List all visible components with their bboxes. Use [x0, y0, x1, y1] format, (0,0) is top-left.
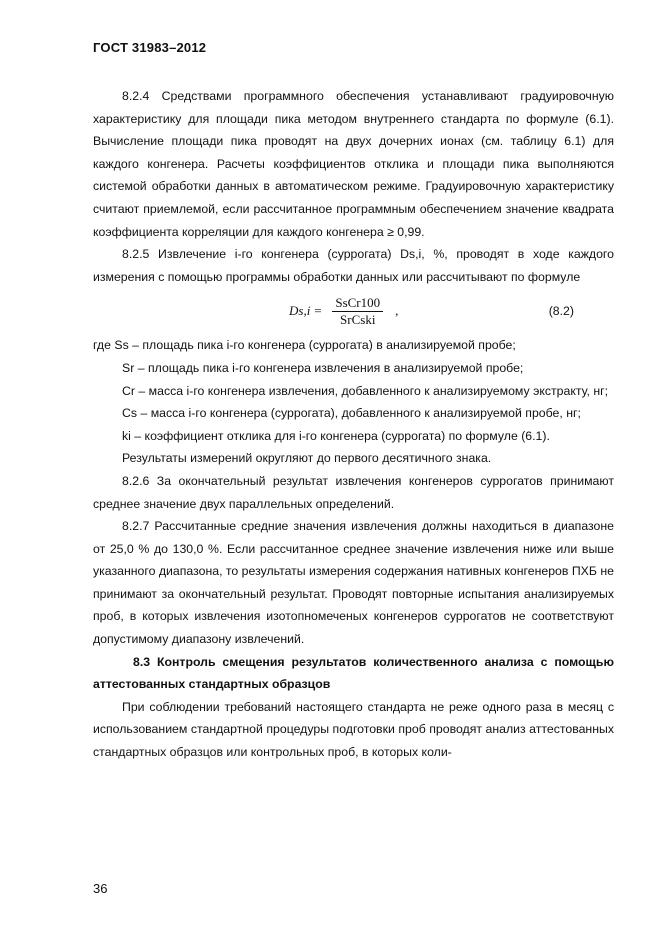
where-line: Cr – масса i-го конгенера извлечения, добавленного к анализируемому экстракту, нг; [122, 383, 609, 398]
formula-comma: , [395, 303, 399, 319]
paragraph-8-2-5: 8.2.5 Извлечение i-го конгенера (суррогата) Ds,i, %, проводят в ходе каждого измерения с помощью программы обработки данных или рассчитывают по формуле [93, 247, 614, 284]
formula-8-2 [93, 288, 614, 334]
paragraph-8-3-intro: При соблюдении требований настоящего стандарта не реже одного раза в месяц с использованием стандартной процедуры подготовки проб проводят анализ аттестованных стандартных образцов или контрольных проб, в которых коли- [93, 699, 614, 760]
paragraph-rounding: Результаты измерений округляют до первого десятичного знака. [122, 451, 492, 466]
formula-fraction [332, 295, 383, 328]
paragraph-8-2-6: 8.2.6 За окончательный результат извлечения конгенеров суррогатов принимают среднее значение двух параллельных определений. [93, 473, 614, 511]
section-heading-8-3: 8.3 Контроль смещения результатов количественного анализа с помощью аттестованных стандартных образцов [93, 654, 614, 692]
document-header: ГОСТ 31983–2012 [93, 40, 207, 55]
formula-lhs: Ds,i = [289, 303, 323, 319]
formula-expression [289, 288, 398, 334]
formula-denominator: SrCski [340, 311, 376, 327]
where-line: где Ss – площадь пика i-го конгенера (суррогата) в анализируемой пробе; [93, 338, 516, 353]
where-line: Sr – площадь пика i-го конгенера извлечения в анализируемой пробе; [122, 360, 524, 375]
where-line: ki – коэффициент отклика для i-го конгенера (суррогата) по формуле (6.1). [122, 428, 550, 443]
paragraph-8-2-4: 8.2.4 Средствами программного обеспечения устанавливают градуировочную характеристику для площади пика методом внутреннего стандарта по формуле (6.1). Вычисление площади пика проводят на двух дочерних ионах (см. таблицу 6.1) для каждого конгенера. Расчеты коэффициентов отклика и площади пика выполняются системой обработки данных в автоматическом режиме. Градуировочную характеристику считают приемлемой, если рассчитанное программным обеспечением значение квадрата коэффициента корреляции для каждого конгенера ≥ 0,99. [93, 89, 614, 239]
formula-number: (8.2) [548, 304, 574, 319]
document-body [93, 85, 614, 764]
page-number: 36 [93, 881, 108, 896]
paragraph-8-2-7: 8.2.7 Рассчитанные средние значения извлечения должны находиться в диапазоне от 25,0 % до 130,0 %. Если рассчитанное среднее значение извлечения ниже или выше указанного диапазона, то результаты измерения содержания нативных конгенеров ПХБ не принимают за окончательный результат. Проводят повторные испытания анализируемых проб, в которых извлечения изотопномеченых конгенеров суррогатов не соответствуют допустимому диапазону извлечений. [93, 519, 614, 647]
formula-numerator: SsCr100 [332, 295, 383, 312]
where-line: Cs – масса i-го конгенера (суррогата), добавленного к анализируемой пробе, нг; [122, 406, 581, 421]
